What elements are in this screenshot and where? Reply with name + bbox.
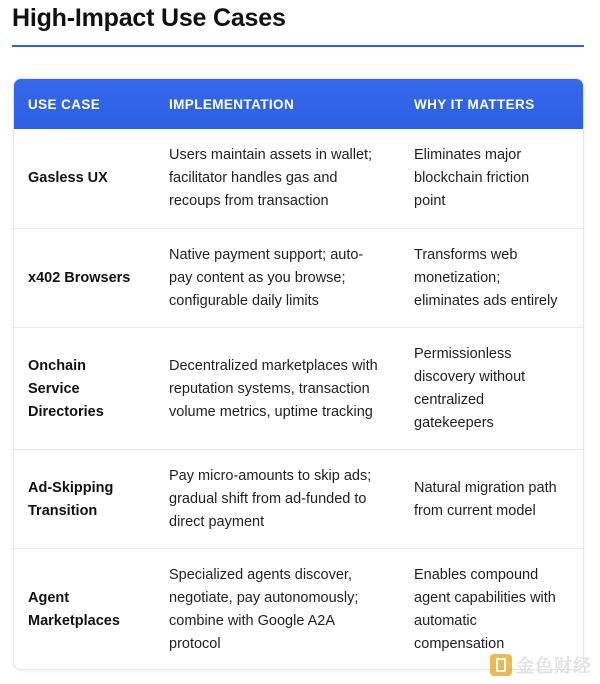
cell-line: pay content as you browse; xyxy=(169,270,346,286)
use-case-cell xyxy=(28,477,148,523)
cell-line: Agent xyxy=(28,590,70,606)
cell-line: Ad-Skipping xyxy=(28,480,114,496)
cell-line: direct payment xyxy=(169,514,265,530)
table-row xyxy=(14,228,583,327)
cell-line: Gasless UX xyxy=(28,170,108,186)
cell-line: Enables compound xyxy=(414,567,539,583)
why-it-matters-cell xyxy=(414,477,574,523)
cell-line: Permissionless xyxy=(414,346,512,362)
cell-line: reputation systems, transaction xyxy=(169,381,370,397)
table-row xyxy=(14,129,583,228)
implementation-cell xyxy=(169,465,394,534)
cell-line: Natural migration path xyxy=(414,480,557,496)
cell-line: Pay micro-amounts to skip ads; xyxy=(169,468,372,484)
why-it-matters-cell xyxy=(414,564,574,656)
cell-line: Specialized agents discover, xyxy=(169,567,352,583)
cell-line: blockchain friction xyxy=(414,170,530,186)
cell-line: Service xyxy=(28,381,80,397)
implementation-cell xyxy=(169,564,394,656)
cell-line: monetization; xyxy=(414,270,501,286)
cell-line: Transition xyxy=(28,503,98,519)
cell-line: negotiate, pay autonomously; xyxy=(169,590,359,606)
why-it-matters-cell xyxy=(414,244,574,313)
table-row xyxy=(14,449,583,548)
cell-line: protocol xyxy=(169,636,221,652)
table-body xyxy=(14,129,583,670)
cell-line: gatekeepers xyxy=(414,415,494,431)
table-header xyxy=(14,79,583,129)
header-use-case: USE CASE xyxy=(28,97,101,112)
cell-line: centralized xyxy=(414,392,485,408)
page-title: High-Impact Use Cases xyxy=(12,4,286,32)
cell-line: gradual shift from ad-funded to xyxy=(169,491,367,507)
cell-line: combine with Google A2A xyxy=(169,613,336,629)
table-row xyxy=(14,327,583,449)
why-it-matters-cell xyxy=(414,343,574,435)
cell-line: from current model xyxy=(414,503,536,519)
cell-line: recoups from transaction xyxy=(169,193,329,209)
watermark-text: 金色财经 xyxy=(516,656,592,676)
cell-line: Onchain xyxy=(28,358,87,374)
use-case-cell xyxy=(28,355,148,424)
use-case-cell xyxy=(28,167,148,190)
cell-line: Transforms web xyxy=(414,247,518,263)
use-case-cell xyxy=(28,267,148,290)
cell-line: facilitator handles gas and xyxy=(169,170,338,186)
title-underline xyxy=(12,45,584,47)
jinse-logo-icon xyxy=(490,654,512,676)
implementation-cell xyxy=(169,355,394,424)
cell-line: discovery without xyxy=(414,369,526,385)
header-why-it-matters: WHY IT MATTERS xyxy=(414,97,535,112)
cell-line: Eliminates major xyxy=(414,147,522,163)
cell-line: eliminates ads entirely xyxy=(414,293,558,309)
implementation-cell xyxy=(169,144,394,213)
cell-line: automatic xyxy=(414,613,477,629)
cell-line: x402 Browsers xyxy=(28,270,131,286)
cell-line: Directories xyxy=(28,404,104,420)
header-implementation: IMPLEMENTATION xyxy=(169,97,295,112)
why-it-matters-cell xyxy=(414,144,574,213)
cell-line: configurable daily limits xyxy=(169,293,319,309)
implementation-cell xyxy=(169,244,394,313)
cell-line: agent capabilities with xyxy=(414,590,556,606)
use-case-cell xyxy=(28,587,148,633)
watermark xyxy=(490,652,592,678)
cell-line: Users maintain assets in wallet; xyxy=(169,147,373,163)
cell-line: Native payment support; auto- xyxy=(169,247,364,263)
cell-line: Decentralized marketplaces with xyxy=(169,358,378,374)
cell-line: Marketplaces xyxy=(28,613,120,629)
cell-line: compensation xyxy=(414,636,505,652)
cell-line: point xyxy=(414,193,446,209)
use-cases-table xyxy=(13,78,584,670)
cell-line: volume metrics, uptime tracking xyxy=(169,404,373,420)
